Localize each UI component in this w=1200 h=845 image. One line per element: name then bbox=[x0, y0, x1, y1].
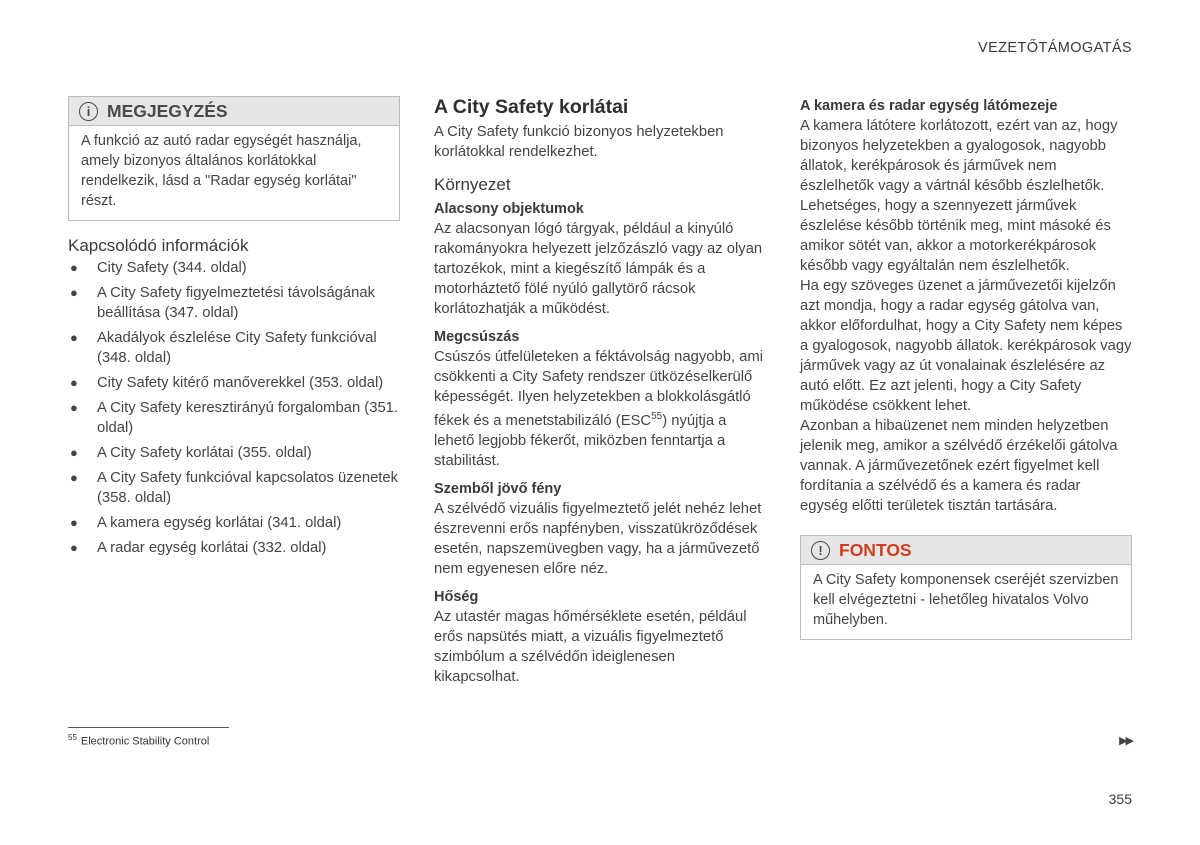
right-column bbox=[800, 96, 1132, 640]
page-number: 355 bbox=[1108, 791, 1132, 807]
left-column bbox=[68, 96, 400, 563]
list-item-text: A kamera egység korlátai (341. oldal) bbox=[97, 515, 342, 531]
section-header: VEZETŐTÁMOGATÁS bbox=[978, 40, 1132, 56]
list-item[interactable] bbox=[68, 328, 400, 368]
list-item-text: A City Safety keresztirányú forgalomban (351. oldal) bbox=[97, 400, 399, 436]
bullet-icon: ● bbox=[70, 445, 78, 460]
list-item[interactable] bbox=[68, 258, 400, 278]
heat-text: Az utastér magas hőmérséklete esetén, például erős napsütés miatt, a vizuális figyelmeztető szimbólum a szélvédőn ideiglenesen kikapcsolhat. bbox=[434, 608, 747, 685]
list-item-text: City Safety (344. oldal) bbox=[97, 260, 247, 276]
important-title: FONTOS bbox=[839, 539, 912, 560]
low-objects-text: Az alacsonyan lógó tárgyak, például a kinyúló rakományokra helyezett jelzőzászló vagy az olyan tartozékok, mint a kiegészítő lámpák és a motorháztető fölé nyúló gallytörő rácsok korlátozhatják a működést. bbox=[434, 221, 763, 317]
intro-text: A City Safety funkció bizonyos helyzetekben korlátokkal rendelkezhet. bbox=[434, 124, 724, 160]
middle-column bbox=[434, 96, 764, 687]
list-item[interactable] bbox=[68, 468, 400, 508]
note-box-header bbox=[69, 97, 399, 126]
related-info-title: Kapcsolódó információk bbox=[68, 236, 249, 255]
camera-paragraph-2: Lehetséges, hogy a szennyezett járművek észlelése később történik meg, mint másoké és amikor sötét van, akkor a motorkerékpárosok később vagy egyáltalán nem észlelhetők. bbox=[800, 198, 1111, 274]
list-item-text: A City Safety figyelmeztetési távolságának beállítása (347. oldal) bbox=[97, 285, 375, 321]
list-item[interactable] bbox=[68, 373, 400, 393]
list-item-text: A City Safety korlátai (355. oldal) bbox=[97, 445, 312, 461]
note-body: A funkció az autó radar egységét használja, amely bizonyos általános korlátokkal rendelkezik, lásd a "Radar egység korlátai" részt. bbox=[81, 133, 362, 209]
note-box bbox=[68, 96, 400, 221]
camera-radar-heading: A kamera és radar egység látómezeje bbox=[800, 98, 1058, 114]
low-objects-heading: Alacsony objektumok bbox=[434, 201, 584, 217]
list-item[interactable] bbox=[68, 283, 400, 323]
info-icon: i bbox=[79, 102, 98, 121]
related-info-list bbox=[68, 258, 400, 558]
important-body: A City Safety komponensek cseréjét szervizben kell elvégeztetni - lehetőleg hivatalos Volvo műhelyben. bbox=[813, 572, 1119, 628]
bullet-icon: ● bbox=[70, 515, 78, 530]
bullet-icon: ● bbox=[70, 470, 78, 485]
skidding-text-part2: ) nyújtja a lehető legjobb fékerőt, miközben fenntartja a stabilitást. bbox=[434, 412, 727, 469]
bullet-icon: ● bbox=[70, 260, 78, 275]
footnote-text: Electronic Stability Control bbox=[80, 735, 210, 748]
bullet-icon: ● bbox=[70, 400, 78, 415]
list-item[interactable] bbox=[68, 443, 400, 463]
list-item-text: Akadályok észlelése City Safety funkcióval (348. oldal) bbox=[97, 330, 377, 366]
list-item-text: City Safety kitérő manőverekkel (353. oldal) bbox=[97, 375, 384, 391]
footnote bbox=[68, 733, 209, 748]
oncoming-light-text: A szélvédő vizuális figyelmeztető jelét nehéz lehet észrevenni erős napfényben, visszatükröződések esetén, napszemüvegben vagy, ha a járművezető nem egyenesen előre néz. bbox=[434, 500, 762, 577]
list-item[interactable] bbox=[68, 513, 400, 533]
oncoming-light-heading: Szemből jövő fény bbox=[434, 480, 562, 497]
important-box bbox=[800, 535, 1132, 640]
skidding-heading: Megcsúszás bbox=[434, 329, 520, 345]
exclamation-icon: ! bbox=[811, 541, 830, 560]
footnote-number: 55 bbox=[68, 733, 77, 742]
heat-heading: Hőség bbox=[434, 588, 479, 605]
footnote-divider bbox=[68, 727, 229, 728]
environment-heading: Környezet bbox=[434, 175, 511, 194]
list-item-text: A radar egység korlátai (332. oldal) bbox=[97, 540, 327, 556]
next-page-icon[interactable]: ▶▶ bbox=[1119, 735, 1132, 747]
important-box-header bbox=[801, 536, 1131, 565]
list-item[interactable] bbox=[68, 398, 400, 438]
page-title: A City Safety korlátai bbox=[434, 96, 629, 118]
camera-paragraph-4: Azonban a hibaüzenet nem minden helyzetben jelenik meg, amikor a szélvédő érzékelői gátolva vannak. A járművezetőnek ezért figyelmet kell fordítania a szélvédő és a kamera és radar egység előtti területek tisztán tartására. bbox=[800, 418, 1118, 514]
camera-paragraph-1: A kamera látótere korlátozott, ezért van az, hogy bizonyos helyzetekben a gyalogosok, nagyobb állatok, kerékpárosok és járművek nem észlelhetők vagy a vártnál később észlelhetők. bbox=[800, 118, 1118, 194]
bullet-icon: ● bbox=[70, 375, 78, 390]
skidding-text-part1: Csúszós útfelületeken a féktávolság nagyobb, ami csökkenti a City Safety rendszer ütközéselkerülő képességét. Ilyen helyzetekben a blokkolásgátló fékek és a menetstabilizáló (ESC bbox=[434, 349, 764, 429]
list-item-text: A City Safety funkcióval kapcsolatos üzenetek (358. oldal) bbox=[97, 470, 399, 506]
bullet-icon: ● bbox=[70, 285, 78, 300]
skidding-text bbox=[434, 347, 764, 471]
footnote-ref[interactable]: 55 bbox=[651, 411, 663, 422]
bullet-icon: ● bbox=[70, 540, 78, 555]
note-title: MEGJEGYZÉS bbox=[107, 100, 228, 121]
bullet-icon: ● bbox=[70, 330, 78, 345]
list-item[interactable] bbox=[68, 538, 400, 558]
camera-paragraph-3: Ha egy szöveges üzenet a járművezetői kijelzőn azt mondja, hogy a radar egység gátolva van, akkor előfordulhat, hogy a City Safety nem képes a gyalogosok, nagyobb állatok. kerékpárosok vagy járművek vagy az út vonalainak észlelésére az autó előtt. Ez azt jelenti, hogy a City Safety működése csökkent lehet. bbox=[800, 278, 1132, 414]
